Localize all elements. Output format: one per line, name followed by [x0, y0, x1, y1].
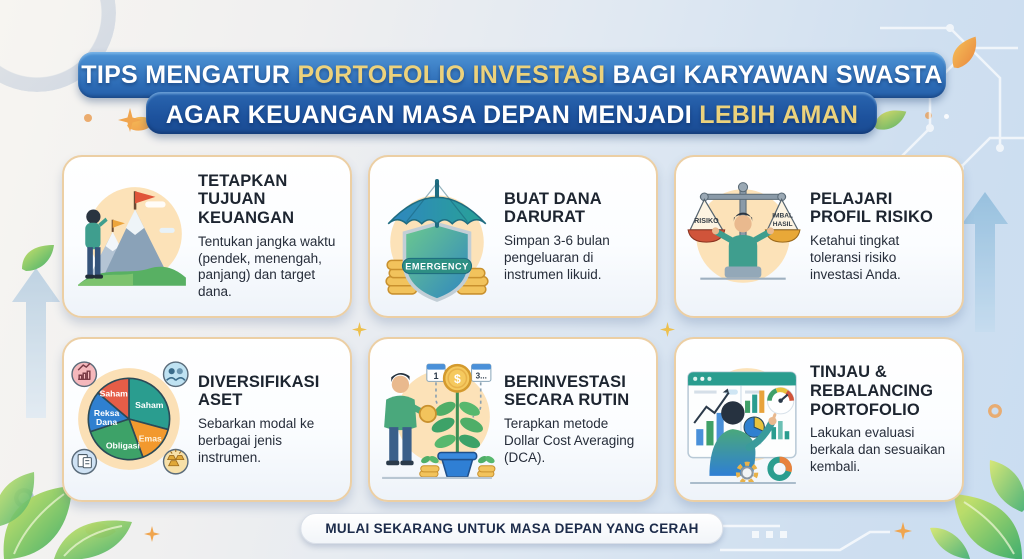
balance-scale-icon [688, 182, 800, 241]
dashboard-review-illustration [682, 350, 804, 490]
calendar-icon [472, 364, 491, 381]
title-highlight: LEBIH AMAN [699, 101, 859, 129]
document-badge-icon [72, 449, 96, 473]
svg-text:Saham: Saham [135, 399, 164, 410]
donut-chart-icon [770, 459, 788, 477]
gauge-icon [767, 387, 793, 413]
card-title: TETAPKAN TUJUAN KEUANGAN [198, 171, 295, 228]
arrow-up-icon [962, 192, 1008, 332]
title-line-1: TIPS MENGATUR PORTOFOLIO INVESTASI BAGI KARYAWAN SWASTA [81, 61, 943, 89]
svg-text:1: 1 [433, 370, 439, 381]
svg-text:$: $ [453, 371, 461, 386]
sparkle-icon [894, 522, 912, 540]
card-body: Lakukan evaluasi berkala dan sesuaikan kembali. [810, 425, 946, 474]
routine-invest-illustration [376, 350, 498, 490]
card-title: DIVERSIFIKASI ASET [198, 372, 320, 410]
title-line-2: AGAR KEUANGAN MASA DEPAN MENJADI LEBIH AMAN [165, 101, 859, 129]
svg-text:Saham: Saham [99, 388, 128, 399]
card-dana-darurat [368, 155, 658, 318]
sparkle-icon [144, 526, 160, 542]
card-body: Terapkan metode Dollar Cost Averaging (DCA). [504, 415, 635, 465]
svg-text:Emas: Emas [138, 432, 162, 443]
umbrella-icon [388, 179, 486, 228]
coin-icon [444, 365, 470, 391]
card-title: PELAJARI PROFIL RISIKO [810, 189, 933, 227]
card-title: BUAT DANA DARURAT [504, 189, 602, 227]
risk-scale-illustration [682, 167, 804, 307]
card-body: Ketahui tingkat toleransi risiko investasi Anda. [810, 232, 901, 282]
svg-text:HASIL: HASIL [772, 220, 793, 228]
svg-text:RISIKO: RISIKO [694, 216, 719, 225]
card-rebalancing [674, 337, 964, 502]
tips-grid [62, 155, 965, 502]
card-tetapkan-tujuan [62, 155, 352, 318]
svg-text:EMERGENCY: EMERGENCY [405, 261, 469, 272]
svg-text:Dana: Dana [96, 416, 118, 427]
card-title: BERINVESTASI SECARA RUTIN [504, 372, 630, 410]
arrow-up-icon [12, 268, 60, 418]
card-profil-risiko [674, 155, 964, 318]
svg-text:IMBAL: IMBAL [772, 212, 794, 220]
svg-text:3...: 3... [475, 370, 487, 380]
card-body: Sebarkan modal ke berbagai jenis instrumen. [198, 415, 315, 465]
coin-sprout-icon [477, 454, 496, 476]
svg-text:Reksa: Reksa [93, 407, 120, 418]
calendar-icon [427, 364, 445, 381]
card-title: TINJAU & REBALANCING PORTOFOLIO [810, 363, 934, 419]
card-investasi-rutin [368, 337, 658, 502]
card-body: Tentukan jangka waktu (pendek, menengah, panjang) dan target dana. [198, 233, 336, 300]
card-diversifikasi [62, 337, 352, 502]
title-banner [78, 52, 946, 134]
orange-ring-dot [988, 404, 1002, 418]
title-highlight: PORTOFOLIO INVESTASI [297, 61, 606, 89]
emergency-fund-illustration [376, 167, 498, 307]
people-badge-icon [164, 362, 188, 386]
svg-text:Obligasi: Obligasi [105, 439, 140, 450]
mountain-goal-illustration [70, 167, 192, 307]
leaf-icon [20, 243, 56, 273]
footer-tagline: MULAI SEKARANG UNTUK MASA DEPAN YANG CERAH [300, 513, 723, 544]
asset-pie-illustration [70, 350, 192, 490]
gear-icon [738, 463, 756, 481]
growth-badge-icon [72, 362, 96, 386]
flower-pot-icon [438, 452, 477, 476]
card-body: Simpan 3-6 bulan pengeluaran di instrumen likuid. [504, 232, 610, 282]
gold-badge-icon [164, 449, 188, 473]
